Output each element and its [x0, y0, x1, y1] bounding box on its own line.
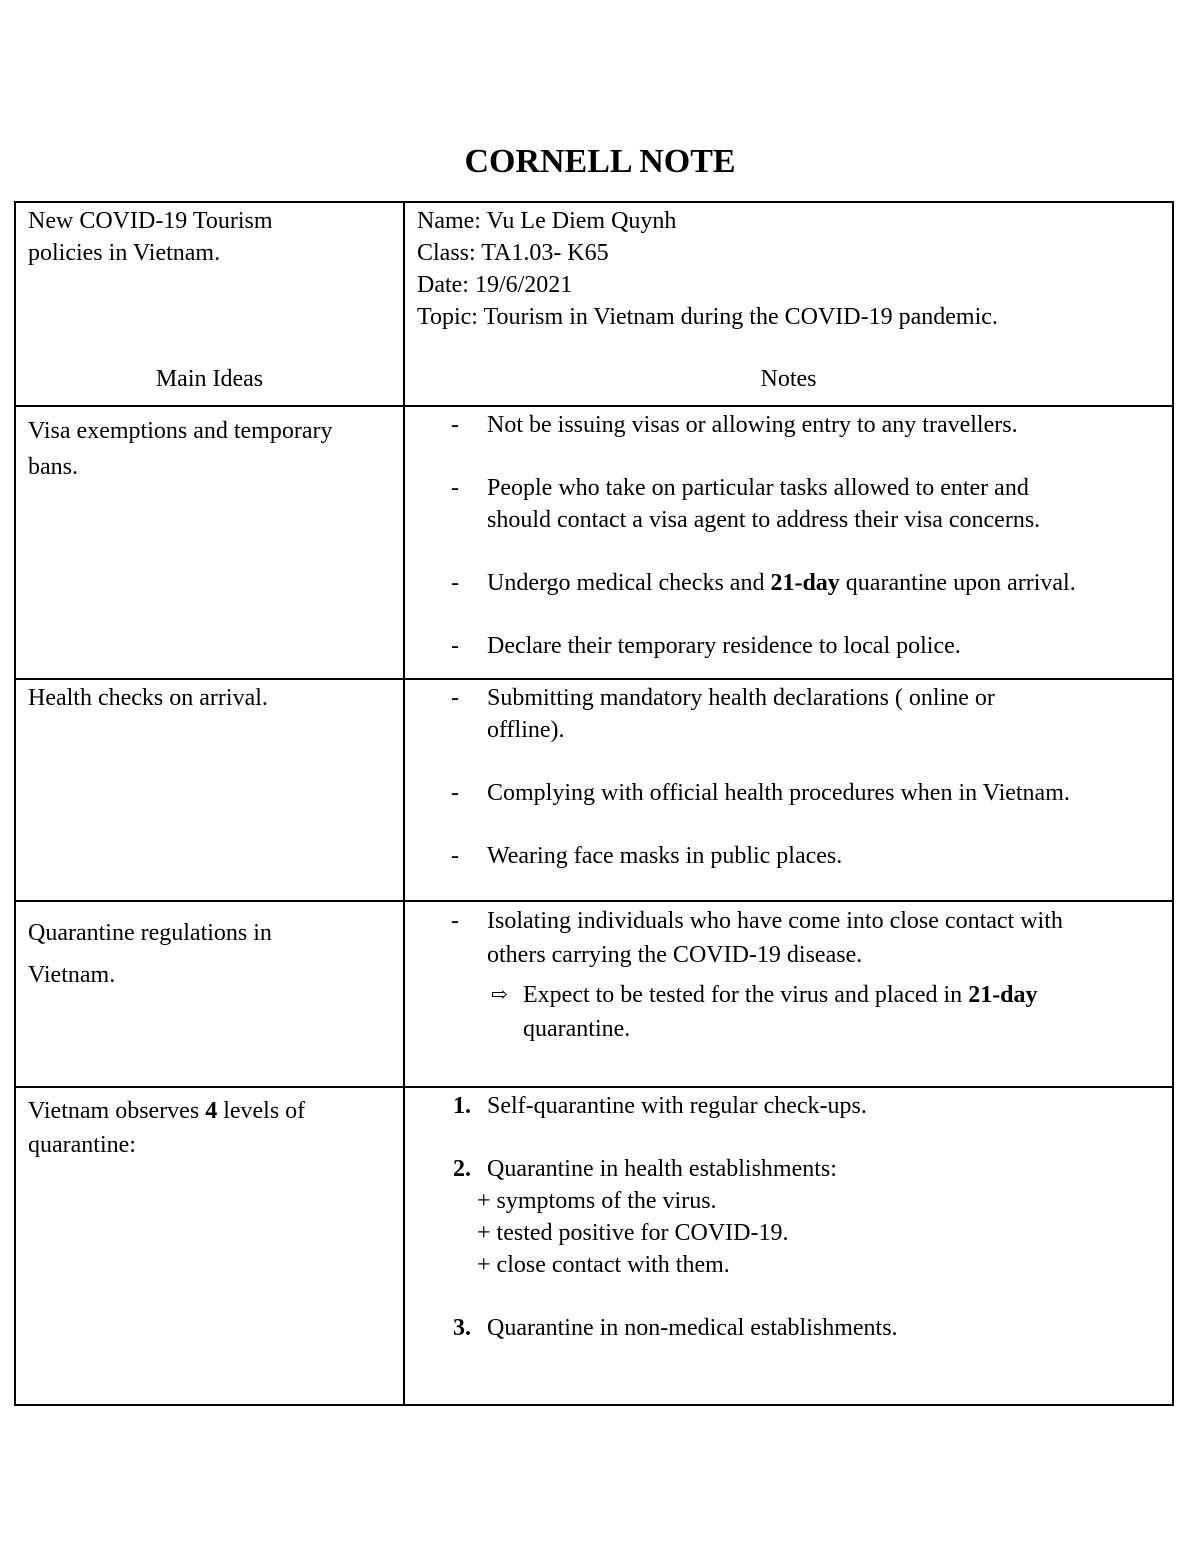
- levels-idea-line-2: quarantine:: [28, 1132, 136, 1158]
- arrow-right-icon: ⇨: [491, 984, 508, 1006]
- quarantine-idea-line-1: Quarantine regulations in: [28, 920, 272, 946]
- health-idea: Health checks on arrival.: [28, 685, 268, 711]
- list-item: - Isolating individuals who have come into close contact with others carrying the COVID-19 disease.: [451, 908, 1063, 968]
- health-idea-cell: [15, 679, 404, 901]
- list-item: - Submitting mandatory health declarations ( online or offline).: [451, 685, 995, 743]
- health-row: [15, 679, 1173, 901]
- header-topic-line-1: New COVID-19 Tourism: [28, 208, 273, 234]
- note-topic: Topic: Tourism in Vietnam during the COVID-19 pandemic.: [417, 304, 998, 330]
- main-ideas-label: Main Ideas: [155, 366, 264, 392]
- quarantine-idea-cell: [15, 901, 404, 1087]
- visa-notes-cell: [404, 406, 1173, 679]
- list-item: - Not be issuing visas or allowing entry to any travellers.: [451, 412, 1018, 438]
- sub-item: + tested positive for COVID-19.: [477, 1220, 789, 1246]
- list-item: 1. Self-quarantine with regular check-ups.: [453, 1093, 867, 1119]
- notes-label: Notes: [760, 366, 817, 392]
- note-date: Date: 19/6/2021: [417, 272, 573, 298]
- list-item: ⇨ Expect to be tested for the virus and placed in 21-day quarantine.: [417, 978, 1160, 1046]
- visa-idea-line-2: bans.: [28, 454, 78, 480]
- health-notes-cell: [404, 679, 1173, 901]
- levels-idea-line-1: Vietnam observes 4 levels of: [28, 1098, 306, 1124]
- list-item: 3. Quarantine in non-medical establishments.: [453, 1315, 898, 1341]
- student-class: Class: TA1.03- K65: [417, 240, 609, 266]
- sub-item: + close contact with them.: [477, 1252, 730, 1278]
- header-topic-line-2: policies in Vietnam.: [28, 240, 221, 266]
- sub-item: + symptoms of the virus.: [477, 1188, 717, 1214]
- page-title: CORNELL NOTE: [464, 143, 736, 180]
- header-left-cell: [15, 202, 404, 406]
- student-name: Name: Vu Le Diem Quynh: [417, 208, 677, 234]
- list-item: - Wearing face masks in public places.: [451, 843, 843, 869]
- visa-row: [15, 406, 1173, 679]
- header-right-cell: [404, 202, 1173, 406]
- quarantine-idea-line-2: Vietnam.: [28, 962, 116, 988]
- cornell-table: [14, 201, 1174, 1406]
- visa-idea-line-1: Visa exemptions and temporary: [28, 418, 333, 444]
- levels-idea-cell: [15, 1087, 404, 1405]
- quarantine-row: [15, 901, 1173, 1087]
- list-item: 2. Quarantine in health establishments:: [453, 1156, 837, 1182]
- list-item: - Declare their temporary residence to local police.: [451, 633, 961, 659]
- visa-idea-cell: [15, 406, 404, 679]
- header-row: [15, 202, 1173, 406]
- levels-notes-cell: [404, 1087, 1173, 1405]
- levels-row: [15, 1087, 1173, 1405]
- quarantine-notes-cell: [404, 901, 1173, 1087]
- list-item: - People who take on particular tasks allowed to enter and should contact a visa agent to address their visa concerns.: [451, 475, 1041, 533]
- list-item: - Complying with official health procedures when in Vietnam.: [451, 780, 1070, 806]
- list-item: - Undergo medical checks and 21-day quarantine upon arrival.: [451, 570, 1076, 596]
